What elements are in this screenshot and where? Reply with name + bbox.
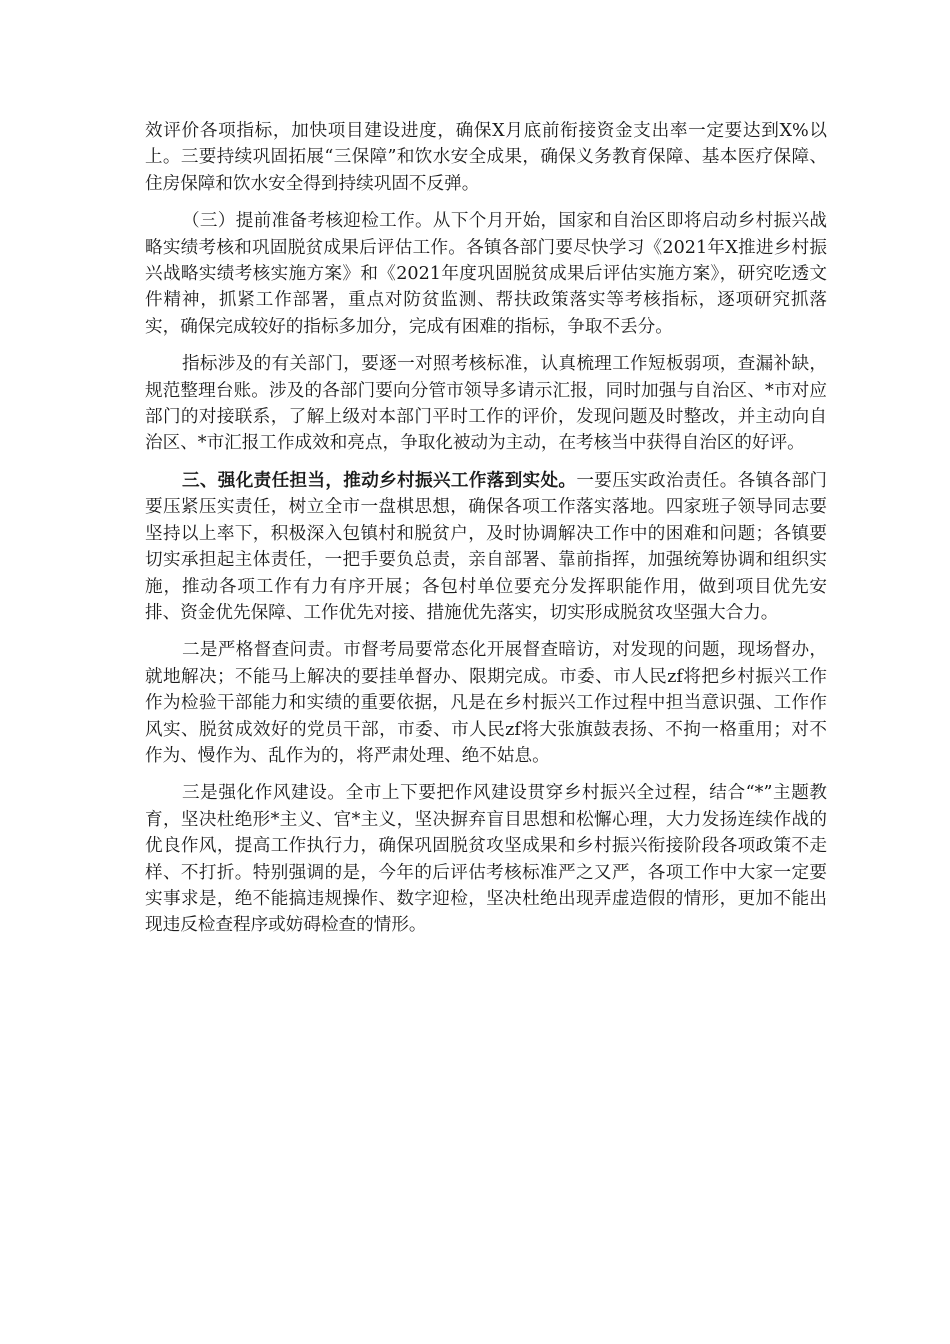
paragraph-1-text: 效评价各项指标，加快项目建设进度，确保X月底前衔接资金支出率一定要达到X%以上。三要持续巩固拓展“三保障”和饮水安全成果，确保义务教育保障、基本医疗保障、住房保障和饮水安全得到持续巩固不反弹。 — [145, 121, 827, 194]
paragraph-4 — [145, 468, 827, 626]
paragraph-6-text: 三是强化作风建设。全市上下要把作风建设贯穿乡村振兴全过程，结合“*”主题教育，坚决杜绝形*主义、官*主义，坚决摒弃盲目思想和松懈心理，大力发扬连续作战的优良作风，提高工作执行力，确保巩固脱贫攻坚成果和乡村振兴衔接阶段各项政策不走样、不打折。特别强调的是，今年的后评估考核标准严之又严，各项工作中大家一定要实事求是，绝不能搞违规操作、数字迎检，坚决杜绝出现弄虚造假的情形，更加不能出现违反检查程序或妨碍检查的情形。 — [145, 783, 827, 936]
paragraph-2 — [145, 208, 827, 340]
paragraph-5-text: 二是严格督查问责。市督考局要常态化开展督查暗访，对发现的问题，现场督办，就地解决；不能马上解决的要挂单督办、限期完成。市委、市人民zf将把乡村振兴工作作为检验干部能力和实绩的重要依据，凡是在乡村振兴工作过程中担当意识强、工作作风实、脱贫成效好的党员干部，市委、市人民zf将大张旗鼓表扬、不拘一格重用；对不作为、慢作为、乱作为的，将严肃处理、绝不姑息。 — [145, 640, 827, 766]
paragraph-4-text: 一要压实政治责任。各镇各部门要压紧压实责任，树立全市一盘棋思想，确保各项工作落实落地。四家班子领导同志要坚持以上率下，积极深入包镇村和脱贫户，及时协调解决工作中的困难和问题；各镇要切实承担起主体责任，一把手要负总责，亲自部署、靠前指挥，加强统筹协调和组织实施，推动各项工作有力有序开展；各包村单位要充分发挥职能作用，做到项目优先安排、资金优先保障、工作优先对接、措施优先落实，切实形成脱贫攻坚强大合力。 — [145, 470, 827, 623]
document-body — [145, 118, 827, 950]
paragraph-1 — [145, 118, 827, 197]
section-heading-3: 三、强化责任担当，推动乡村振兴工作落到实处。 — [181, 469, 577, 491]
paragraph-2-text: （三）提前准备考核迎检工作。从下个月开始，国家和自治区即将启动乡村振兴战略实绩考核和巩固脱贫成果后评估工作。各镇各部门要尽快学习《2021年X推进乡村振兴战略实绩考核实施方案》和《2021年度巩固脱贫成果后评估实施方案》，研究吃透文件精神，抓紧工作部署，重点对防贫监测、帮扶政策落实等考核指标，逐项研究抓落实，确保完成较好的指标多加分，完成有困难的指标，争取不丢分。 — [145, 211, 827, 337]
paragraph-6 — [145, 780, 827, 938]
paragraph-3-text: 指标涉及的有关部门，要逐一对照考核标准，认真梳理工作短板弱项，查漏补缺，规范整理台账。涉及的各部门要向分管市领导多请示汇报，同时加强与自治区、*市对应部门的对接联系，了解上级对本部门平时工作的评价，发现问题及时整改，并主动向自治区、*市汇报工作成效和亮点，争取化被动为主动，在考核当中获得自治区的好评。 — [145, 354, 827, 454]
paragraph-5 — [145, 637, 827, 769]
paragraph-3 — [145, 351, 827, 457]
